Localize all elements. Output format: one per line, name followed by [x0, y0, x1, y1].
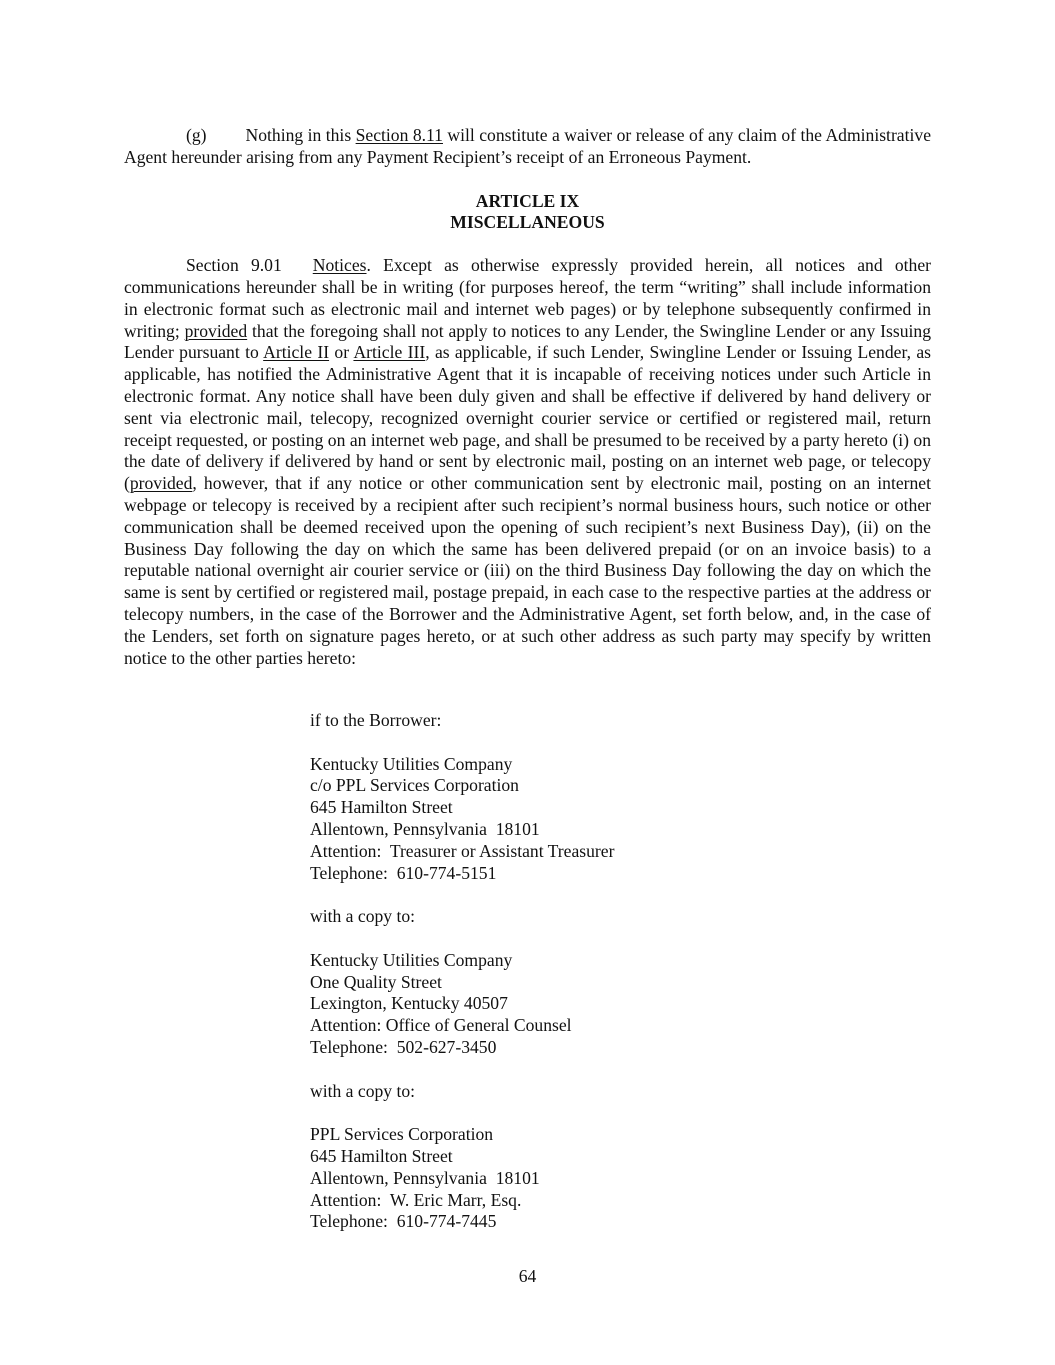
paragraph-g-text-1: Nothing in this — [245, 125, 352, 145]
article-iii-reference: Article III — [353, 342, 426, 363]
copy-2-address-line: 645 Hamilton Street — [310, 1145, 453, 1166]
copy-1-address-line: One Quality Street — [310, 971, 442, 992]
section-9-01-label: Section 9.01 — [186, 255, 282, 276]
borrower-address-line: c/o PPL Services Corporation — [310, 775, 519, 796]
section-9-01-text-3: or — [334, 342, 350, 363]
section-9-01-text-4: , as applicable, if such Lender, Swingline Lender or Issuing Lender, as applicable, has notified the Administrative Agent that it is incapable of receiving notices under such Article in electronic format. Any notice shall have been duly given and shall be effective if delivered by hand delivery or sent via electronic mail, telecopy, recognized overnight courier service or certified or registered mail, return receipt requested, or posting on an internet web page, and shall be presumed to be received by a party hereto (i) on the date of delivery if delivered by hand or sent by electronic mail, posting on an internet web page, or telecopy ( — [124, 342, 931, 494]
borrower-address-line: Telephone: 610-774-5151 — [310, 862, 497, 883]
section-9-01-text-5: , however, that if any notice or other communication sent by electronic mail, posting on an internet webpage or telecopy is received by a recipient after such recipient’s normal business hours, such notice or other communication shall be deemed received upon the opening of such recipient’s next Business Day), (ii) on the Business Day following the day on which the same has been delivered prepaid (or on an invoice basis) to a reputable national overnight air courier service or (iii) on the third Business Day following the day on which the same is sent by certified or registered mail, postage prepaid, in each case to the respective parties at the address or telecopy numbers, in the case of the Borrower and the Administrative Agent, set forth below, and, in the case of the Lenders, set forth on signature pages hereto, or at such other address as such party may specify by written notice to the other parties hereto: — [124, 473, 931, 668]
borrower-label: if to the Borrower: — [310, 710, 442, 730]
copy-2-address-line: Telephone: 610-774-7445 — [310, 1211, 497, 1232]
paragraph-g — [124, 125, 931, 169]
borrower-address-line: 645 Hamilton Street — [310, 797, 453, 818]
provided-term-2: provided — [129, 473, 193, 494]
document-body — [124, 125, 931, 669]
copy-2-address-line: PPL Services Corporation — [310, 1124, 494, 1145]
section-9-01-heading-punct: . — [366, 255, 371, 276]
copy-1-address-line: Kentucky Utilities Company — [310, 949, 513, 970]
section-8-11-reference: Section 8.11 — [355, 125, 443, 145]
copy-1-address-line: Telephone: 502-627-3450 — [310, 1036, 497, 1057]
provided-term-1: provided — [184, 320, 248, 341]
paragraph-g-text-2: will constitute a waiver or release of any claim of the Administrative Agent hereunder arising from any Payment Recipient’s receipt of an Erroneous Payment. — [124, 125, 931, 167]
section-9-01-heading: Notices — [312, 255, 367, 276]
borrower-address-line: Attention: Treasurer or Assistant Treasurer — [310, 840, 615, 861]
article-number: ARTICLE IX — [475, 190, 580, 211]
copy-1-address-line: Attention: Office of General Counsel — [310, 1015, 572, 1036]
article-heading — [124, 191, 931, 235]
copy-1-address-line: Lexington, Kentucky 40507 — [310, 993, 508, 1014]
copy-label-1: with a copy to: — [310, 906, 416, 927]
section-9-01-paragraph — [124, 255, 931, 669]
section-9-01-text-1: Except as otherwise expressly provided herein, all notices and other communications hereunder shall be in writing (for purposes hereof, the term “writing” shall include information in electronic format such as electronic mail and internet web pages) or by telephone subsequently confirmed in writing; — [124, 255, 931, 341]
copy-2-address-line: Allentown, Pennsylvania 18101 — [310, 1167, 540, 1188]
copy-2-address-line: Attention: W. Eric Marr, Esq. — [310, 1189, 522, 1210]
copy-label-2: with a copy to: — [310, 1080, 416, 1101]
article-title: MISCELLANEOUS — [450, 212, 605, 233]
paragraph-g-label: (g) — [186, 125, 207, 145]
article-ii-reference: Article II — [263, 342, 330, 363]
borrower-address-line: Kentucky Utilities Company — [310, 753, 513, 774]
borrower-address-block — [310, 710, 910, 1233]
page-number: 64 — [518, 1266, 537, 1286]
borrower-address-line: Allentown, Pennsylvania 18101 — [310, 818, 540, 839]
section-9-01-text-2: that the foregoing shall not apply to notices to any Lender, the Swingline Lender or any Issuing Lender pursuant to — [124, 320, 931, 363]
